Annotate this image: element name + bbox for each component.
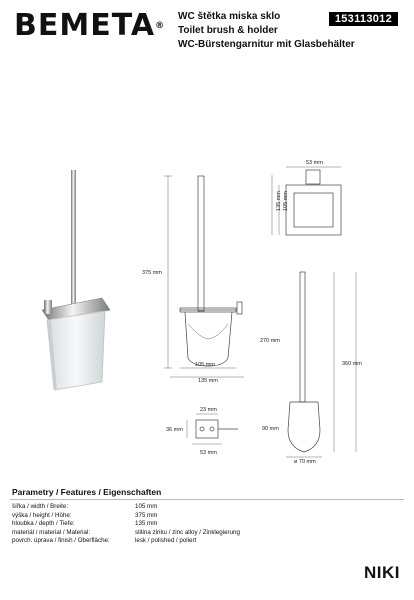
specs-divider — [10, 499, 404, 500]
front-view-drawing — [140, 168, 250, 383]
spec-row — [12, 537, 196, 546]
dim-plate-height-outer: 135 mm — [276, 191, 282, 211]
spec-label: materiál / material / Material: — [12, 528, 91, 536]
title-de: WC-Bürstengarnitur mit Glasbehälter — [178, 39, 355, 50]
product-code-badge: 153113012 — [329, 12, 398, 26]
product-photo — [20, 160, 130, 410]
spec-row — [12, 512, 157, 521]
spec-label: výška / height / Höhe: — [12, 511, 72, 519]
dim-brush-handle: 270 mm — [260, 338, 280, 344]
title-en: Toilet brush & holder — [178, 25, 278, 36]
bracket-body — [196, 420, 218, 438]
dim-bracket-side: 36 mm — [166, 427, 183, 433]
brush-handle-drawing — [300, 272, 305, 402]
specs-heading: Parametry / Features / Eigenschaften — [12, 487, 162, 497]
dim-brush-total: 360 mm — [342, 361, 362, 367]
dim-bracket-top: 23 mm — [200, 407, 217, 413]
spec-value: 105 mm — [135, 503, 158, 510]
front-handle — [198, 176, 204, 311]
spec-value: slitina zinku / zinc alloy / Zinklegierung — [135, 528, 240, 536]
plate-inner — [294, 193, 333, 227]
spec-value: lesk / polished / poliert — [135, 537, 197, 545]
model-name: NIKI — [364, 563, 400, 582]
bracket-drawing — [160, 402, 255, 462]
registered-mark: ® — [155, 21, 166, 31]
spec-row — [12, 520, 157, 529]
spec-value: 135 mm — [135, 520, 158, 528]
spec-label: hloubka / depth / Tiefe: — [12, 520, 75, 528]
dim-plate-width: 53 mm — [306, 160, 323, 166]
brush-handle — [71, 170, 76, 315]
wall-plate-drawing — [268, 155, 358, 240]
spec-label: šířka / width / Breite: — [12, 503, 69, 510]
title-cz: WC štětka miska sklo — [178, 11, 281, 22]
spec-row — [12, 503, 157, 512]
dim-front-inner: 105 mm — [195, 362, 215, 368]
spec-label: povrch. úprava / finish / Oberfläche: — [12, 537, 110, 545]
dim-front-height: 375 mm — [142, 270, 162, 276]
dim-brush-diameter: ø 70 mm — [294, 459, 316, 465]
brand-name: BEMETA — [14, 8, 156, 43]
dim-brush-head: 90 mm — [262, 426, 279, 432]
spec-row — [12, 529, 240, 538]
brush-head-drawing — [288, 402, 320, 452]
dim-plate-height-inner: 105 mm — [283, 191, 289, 211]
dim-front-width: 135 mm — [198, 378, 218, 383]
brush-drawing — [256, 262, 376, 472]
spec-value: 375 mm — [135, 511, 158, 519]
brand-logo — [14, 8, 166, 43]
dim-bracket-bottom: 53 mm — [200, 450, 217, 456]
